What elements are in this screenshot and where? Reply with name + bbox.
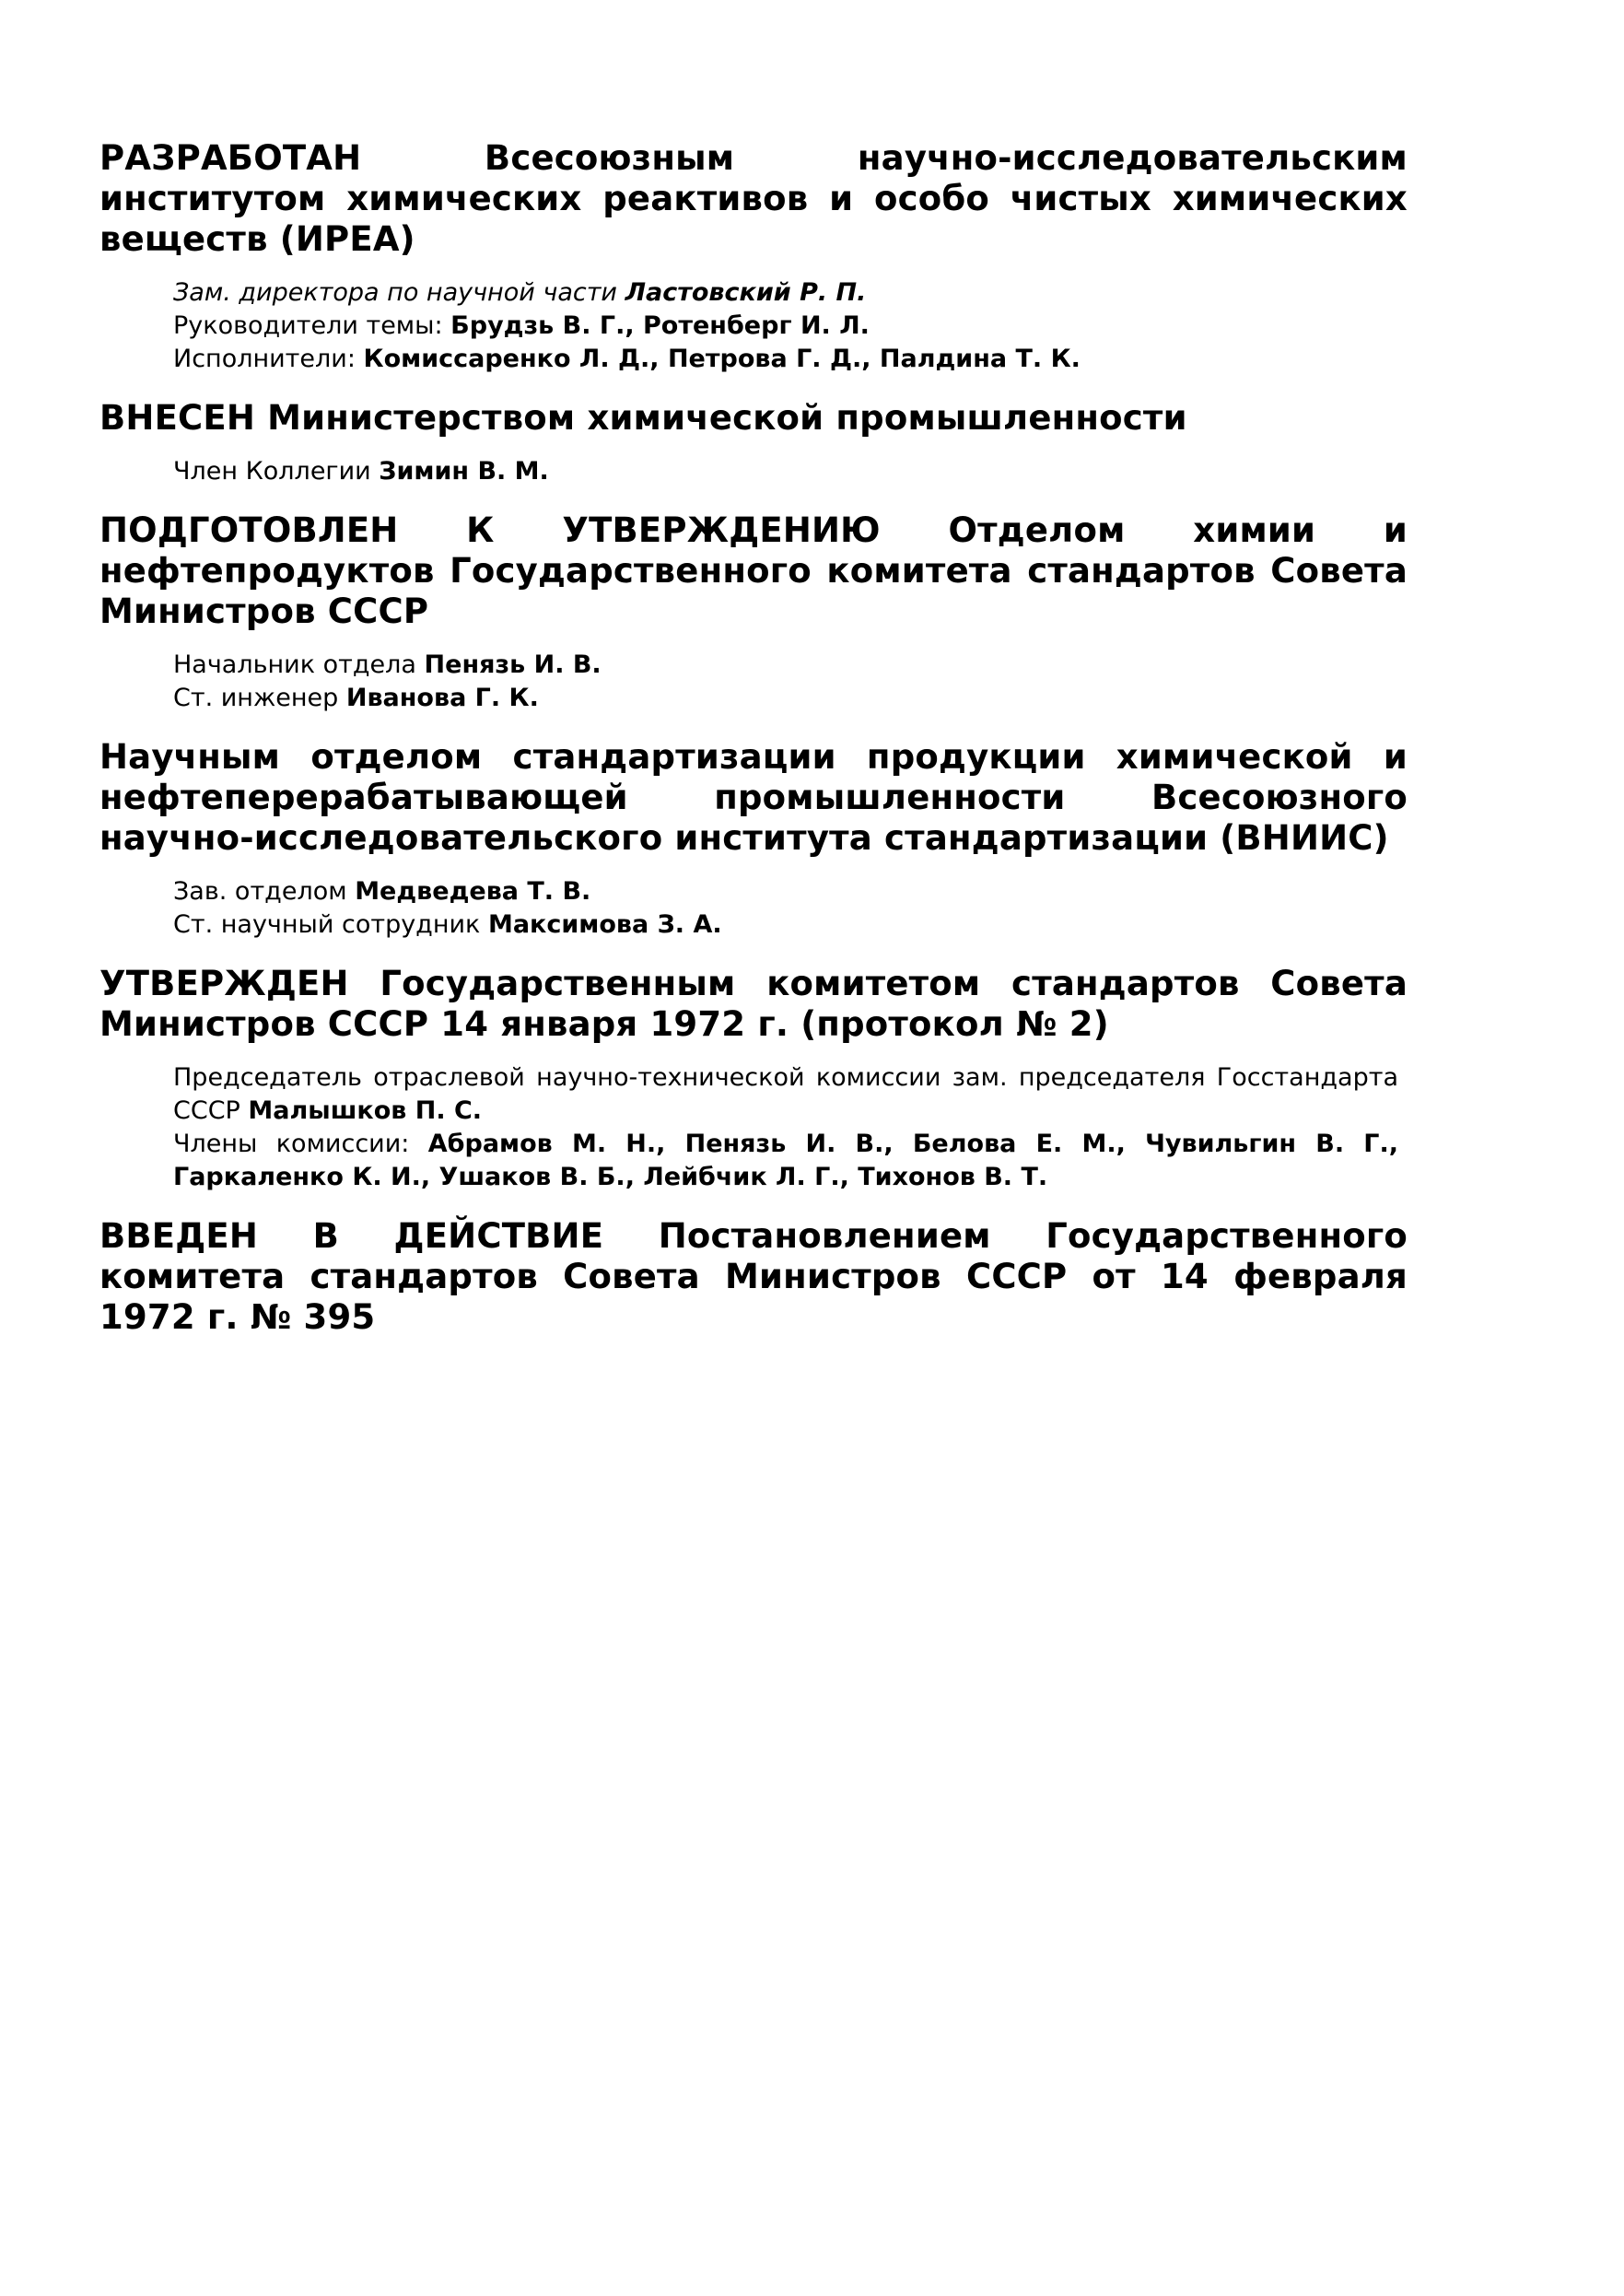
person-names: Пенязь И. В.	[424, 650, 602, 679]
person-role: Исполнители:	[173, 345, 364, 373]
heading-key: ВВЕДЕН В ДЕЙСТВИЕ	[99, 1216, 604, 1256]
person-role: Ст. инженер	[173, 684, 346, 712]
section-scientific	[99, 737, 1408, 942]
document-body	[99, 138, 1408, 1360]
heading-key: УТВЕРЖДЕН	[99, 964, 349, 1003]
person-line	[173, 649, 1408, 682]
heading-text: Постановлением Государственного комитета стандартов Совета Министров СССР от 14 февраля 1972 г. № 395	[99, 1216, 1408, 1337]
people-list	[173, 649, 1408, 715]
person-names: Абрамов М. Н., Пенязь И. В., Белова Е. М., Чувильгин В. Г., Гаркаленко К. И., Ушаков В. Б., Лейбчик Л. Г., Тихонов В. Т.	[173, 1130, 1399, 1191]
person-names: Зимин В. М.	[379, 457, 549, 486]
section-heading	[99, 510, 1408, 632]
person-names: Брудзь В. Г., Ротенберг И. Л.	[450, 311, 870, 340]
people-list	[173, 455, 1408, 488]
person-line	[173, 908, 1408, 942]
people-list	[173, 1061, 1408, 1194]
heading-text: Министерством химической промышленности	[255, 398, 1187, 438]
section-heading	[99, 138, 1408, 260]
person-line	[173, 276, 1408, 310]
person-names: Максимова З. А.	[487, 910, 722, 939]
person-names: Медведева Т. В.	[355, 877, 591, 906]
person-role: Член Коллегии	[173, 457, 380, 486]
person-names: Ластовский Р. П.	[625, 278, 867, 307]
people-list	[173, 875, 1408, 942]
section-heading	[99, 737, 1408, 859]
person-line	[173, 343, 1408, 376]
person-line	[173, 455, 1408, 488]
heading-key: ПОДГОТОВЛЕН К УТВЕРЖДЕНИЮ	[99, 510, 881, 550]
heading-text: Отделом химии и нефтепродуктов Государственного комитета стандартов Совета Министров СССР	[99, 510, 1408, 631]
heading-text: Научным отделом стандартизации продукции химической и нефтеперерабатывающей промышленности Всесоюзного научно-исследовательского института стандартизации (ВНИИС)	[99, 737, 1408, 858]
heading-text: Всесоюзным научно-исследовательским институтом химических реактивов и особо чистых химических веществ (ИРЕА)	[99, 138, 1408, 259]
person-names: Малышков П. С.	[248, 1096, 483, 1125]
person-role: Зам. директора по научной части	[173, 278, 625, 307]
section-heading	[99, 1216, 1408, 1338]
heading-key: РАЗРАБОТАН	[99, 138, 362, 178]
person-names: Иванова Г. К.	[345, 684, 539, 712]
person-line	[173, 1061, 1408, 1128]
section-introduced	[99, 398, 1408, 488]
person-line	[173, 310, 1408, 343]
person-role: Ст. научный сотрудник	[173, 910, 488, 939]
person-role: Члены комиссии:	[173, 1130, 428, 1158]
heading-text: Государственным комитетом стандартов Совета Министров СССР 14 января 1972 г. (протокол № 2)	[99, 964, 1408, 1044]
section-enacted	[99, 1216, 1408, 1338]
section-heading	[99, 398, 1408, 439]
section-approved	[99, 964, 1408, 1194]
person-line	[173, 1128, 1408, 1194]
person-line	[173, 875, 1408, 908]
section-developed	[99, 138, 1408, 376]
person-role: Зав. отделом	[173, 877, 356, 906]
section-heading	[99, 964, 1408, 1045]
person-line	[173, 682, 1408, 715]
heading-key: ВНЕСЕН	[99, 398, 256, 438]
person-role: Председатель отраслевой научно-технической комиссии зам. председателя Госстандарта СССР	[173, 1063, 1398, 1125]
people-list	[173, 276, 1408, 376]
person-role: Начальник отдела	[173, 650, 425, 679]
section-prepared	[99, 510, 1408, 715]
person-role: Руководители темы:	[173, 311, 451, 340]
person-names: Комиссаренко Л. Д., Петрова Г. Д., Палдина Т. К.	[363, 345, 1081, 373]
